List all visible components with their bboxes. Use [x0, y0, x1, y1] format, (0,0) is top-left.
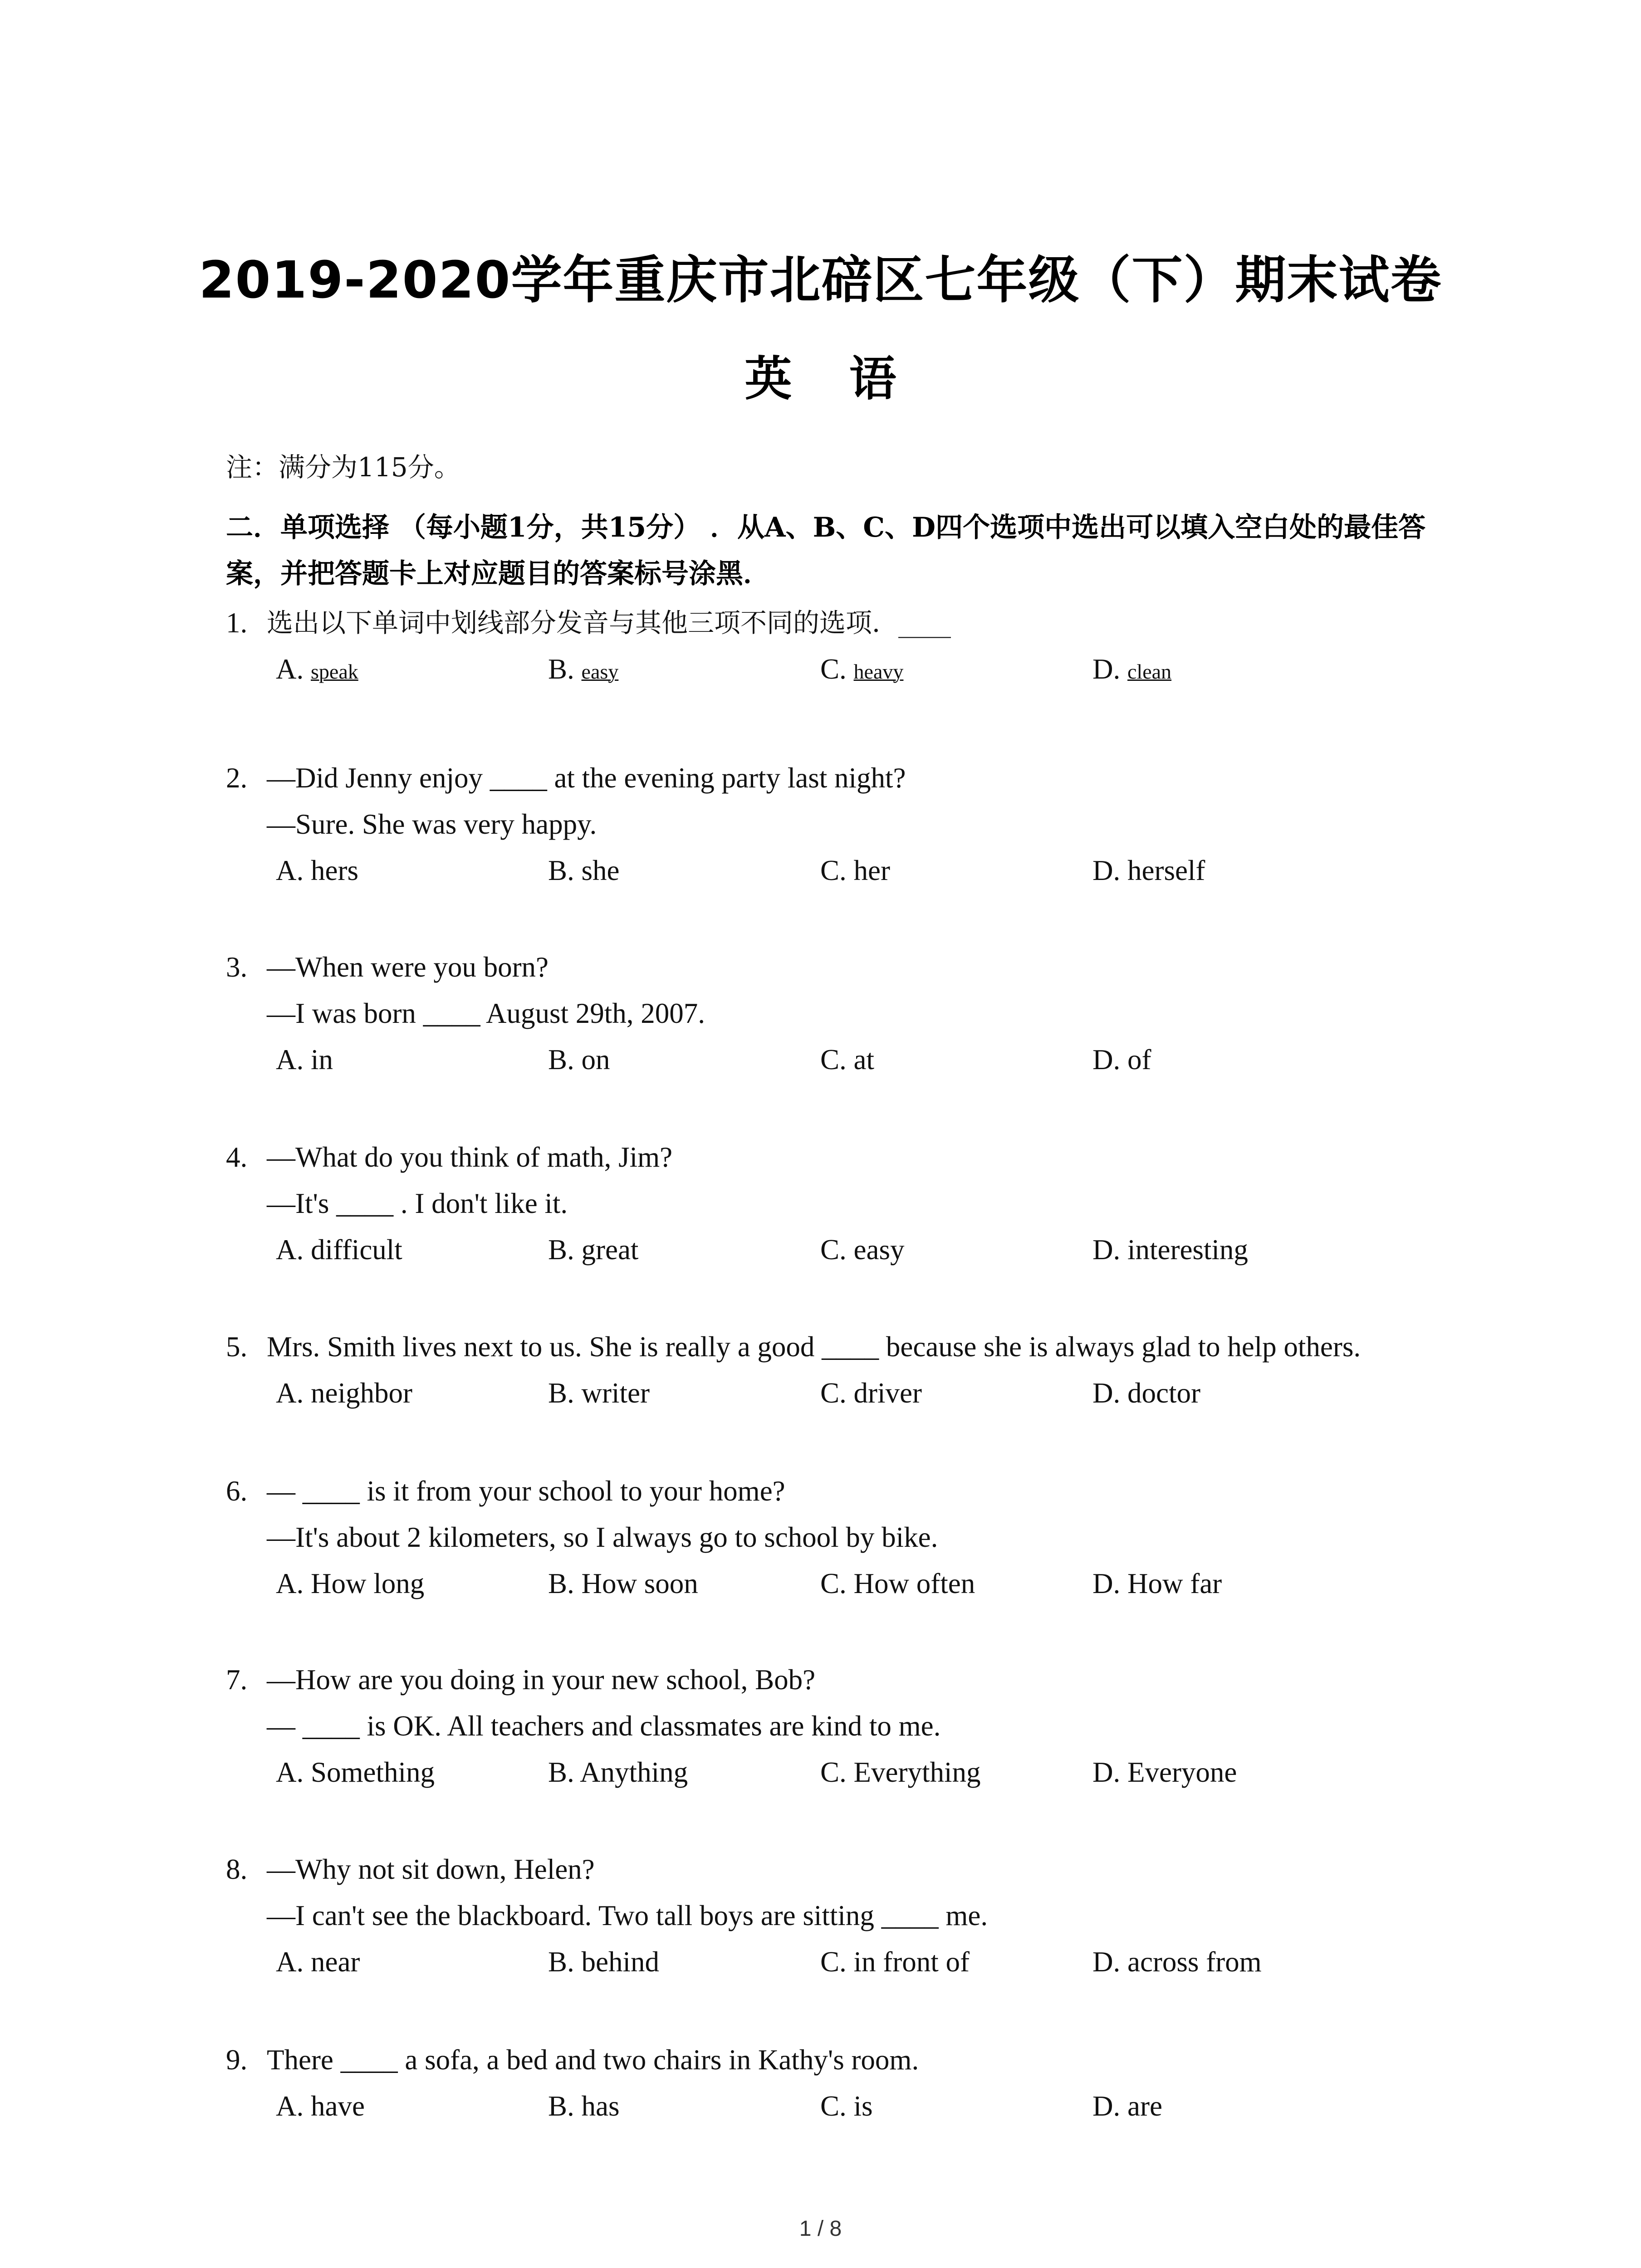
- option-row: [226, 2083, 1478, 2129]
- question-response: —I was born ____ August 29th, 2007.: [267, 997, 705, 1029]
- option-row: [226, 1370, 1478, 1416]
- question-response: —Sure. She was very happy.: [267, 808, 597, 840]
- option-a[interactable]: A. have: [276, 2090, 365, 2122]
- question-stem: 选出以下单词中划线部分发音与其他三项不同的选项．____: [267, 607, 951, 638]
- option-c[interactable]: C. Everything: [820, 1756, 981, 1788]
- question-response: —I can't see the blackboard. Two tall boys are sitting ____ me.: [267, 1900, 988, 1931]
- question-7: [226, 1657, 1478, 1795]
- exam-title: 2019-2020学年重庆市北碚区七年级（下）期末试卷: [199, 251, 1442, 310]
- question-stem: —How are you doing in your new school, Bob?: [267, 1664, 816, 1696]
- question-stem: Mrs. Smith lives next to us. She is really a good ____ because she is always glad to help others.: [267, 1331, 1361, 1363]
- option-d[interactable]: D. How far: [1092, 1568, 1222, 1599]
- option-d[interactable]: D. of: [1092, 1044, 1151, 1075]
- option-a[interactable]: A. Something: [276, 1756, 435, 1788]
- question-2: [226, 755, 1478, 894]
- option-d[interactable]: D. across from: [1092, 1946, 1262, 1978]
- option-c[interactable]: C. How often: [820, 1568, 975, 1599]
- option-c[interactable]: C. her: [820, 855, 890, 886]
- option-b[interactable]: B. has: [548, 2090, 620, 2122]
- question-number: 5.: [226, 1331, 248, 1363]
- option-c[interactable]: C. driver: [820, 1377, 922, 1409]
- option-a[interactable]: A. in: [276, 1044, 333, 1075]
- option-b[interactable]: B. on: [548, 1044, 610, 1075]
- option-d[interactable]: D. are: [1092, 2090, 1162, 2122]
- question-number: 9.: [226, 2044, 248, 2076]
- question-number: 3.: [226, 951, 248, 983]
- question-9: [226, 2037, 1478, 2129]
- option-row: [226, 1227, 1478, 1273]
- option-row: [226, 1036, 1478, 1083]
- option-c[interactable]: C. is: [820, 2090, 873, 2122]
- question-5: [226, 1324, 1478, 1416]
- question-6: [226, 1468, 1478, 1607]
- question-3: [226, 944, 1478, 1083]
- question-1: [226, 600, 1478, 695]
- option-b[interactable]: B. How soon: [548, 1568, 698, 1599]
- question-stem: There ____ a sofa, a bed and two chairs in Kathy's room.: [267, 2044, 919, 2076]
- subject-title: 英 语: [745, 351, 896, 406]
- option-d[interactable]: D. Everyone: [1092, 1756, 1237, 1788]
- question-response: —It's ____ . I don't like it.: [267, 1188, 568, 1219]
- option-b[interactable]: B. great: [548, 1234, 639, 1266]
- question-response: —It's about 2 kilometers, so I always go to school by bike.: [267, 1521, 938, 1553]
- option-b[interactable]: B. behind: [548, 1946, 659, 1978]
- option-a[interactable]: A. near: [276, 1946, 360, 1978]
- option-c[interactable]: C. in front of: [820, 1946, 970, 1978]
- question-stem: —When were you born?: [267, 951, 549, 983]
- option-d[interactable]: D. clean: [1092, 653, 1172, 685]
- question-number: 1.: [226, 607, 248, 639]
- option-c[interactable]: C. easy: [820, 1234, 905, 1266]
- page-number: 1 / 8: [799, 2217, 842, 2241]
- question-stem: —Why not sit down, Helen?: [267, 1853, 595, 1885]
- option-b[interactable]: B. Anything: [548, 1756, 688, 1788]
- option-c[interactable]: C. heavy: [820, 653, 904, 685]
- question-4: [226, 1134, 1478, 1273]
- option-row: [226, 646, 1478, 695]
- question-number: 2.: [226, 762, 248, 794]
- question-stem: — ____ is it from your school to your home?: [267, 1475, 785, 1507]
- option-a[interactable]: A. speak: [276, 653, 358, 685]
- option-row: [226, 1560, 1478, 1607]
- option-b[interactable]: B. she: [548, 855, 620, 886]
- question-response: — ____ is OK. All teachers and classmates are kind to me.: [267, 1710, 941, 1742]
- question-stem: —Did Jenny enjoy ____ at the evening party last night?: [267, 762, 906, 794]
- option-a[interactable]: A. neighbor: [276, 1377, 412, 1409]
- option-a[interactable]: A. difficult: [276, 1234, 402, 1266]
- score-note: 注：满分为115分。: [226, 452, 460, 483]
- question-number: 6.: [226, 1475, 248, 1507]
- option-a[interactable]: A. How long: [276, 1568, 425, 1599]
- question-number: 7.: [226, 1664, 248, 1696]
- question-stem: —What do you think of math, Jim?: [267, 1141, 673, 1173]
- option-d[interactable]: D. interesting: [1092, 1234, 1248, 1266]
- option-a[interactable]: A. hers: [276, 855, 358, 886]
- option-d[interactable]: D. doctor: [1092, 1377, 1200, 1409]
- option-d[interactable]: D. herself: [1092, 855, 1205, 886]
- section-instructions: 二．单项选择 （每小题1分，共15分） ．从A、B、C、D四个选项中选出可以填入空白处的最佳答案，并把答题卡上对应题目的答案标号涂黑．: [226, 512, 1426, 590]
- option-row: [226, 1749, 1478, 1795]
- option-b[interactable]: B. easy: [548, 653, 619, 685]
- question-8: [226, 1846, 1478, 1985]
- option-row: [226, 1939, 1478, 1985]
- option-row: [226, 847, 1478, 894]
- question-number: 4.: [226, 1141, 248, 1173]
- question-number: 8.: [226, 1853, 248, 1885]
- option-c[interactable]: C. at: [820, 1044, 874, 1075]
- option-b[interactable]: B. writer: [548, 1377, 650, 1409]
